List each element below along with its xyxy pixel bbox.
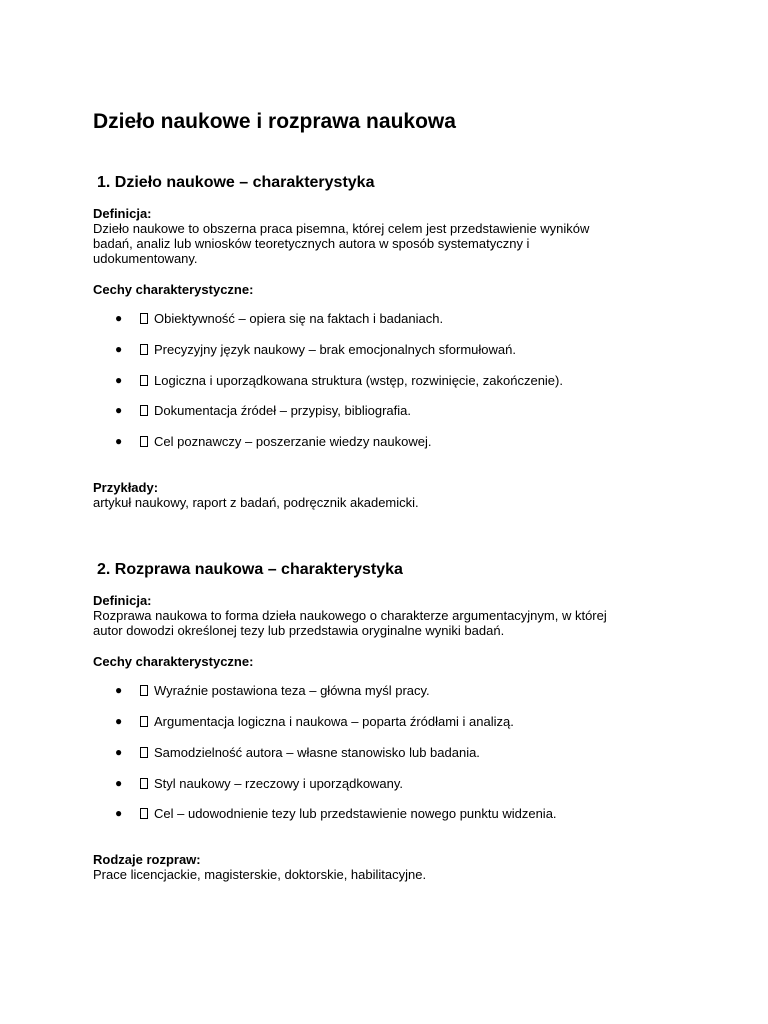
missing-glyph-icon: [140, 685, 148, 696]
document-title: Dzieło naukowe i rozprawa naukowa: [93, 110, 456, 133]
list-item-text: Styl naukowy – rzeczowy i uporządkowany.: [154, 776, 404, 791]
definition-line: autor dowodzi określonej tezy lub przedstawia oryginalne wyniki badań.: [93, 623, 505, 638]
bullet-icon: ●: [115, 311, 123, 325]
bullet-icon: ●: [115, 342, 123, 356]
section-2-definition: [93, 608, 653, 638]
list-item-text: Cel – udowodnienie tezy lub przedstawienie nowego punktu widzenia.: [154, 806, 557, 821]
missing-glyph-icon: [140, 747, 148, 758]
missing-glyph-icon: [140, 375, 148, 386]
list-item-text: Logiczna i uporządkowana struktura (wstęp, rozwinięcie, zakończenie).: [154, 373, 563, 388]
bullet-icon: ●: [115, 683, 123, 697]
definition-line: Rozprawa naukowa to forma dzieła naukowego o charakterze argumentacyjnym, w której: [93, 608, 607, 623]
bullet-icon: ●: [115, 776, 123, 790]
list-item: [115, 311, 443, 326]
section-2-features-label: Cechy charakterystyczne:: [93, 654, 254, 669]
list-item-text: Precyzyjny język naukowy – brak emocjonalnych sformułowań.: [154, 342, 516, 357]
definition-line: Dzieło naukowe to obszerna praca pisemna, której celem jest przedstawienie wyników: [93, 221, 590, 236]
list-item-text: Obiektywność – opiera się na faktach i badaniach.: [154, 311, 444, 326]
section-1-features-label: Cechy charakterystyczne:: [93, 282, 254, 297]
bullet-icon: ●: [115, 714, 123, 728]
missing-glyph-icon: [140, 778, 148, 789]
list-item-text: Wyraźnie postawiona teza – główna myśl pracy.: [154, 683, 430, 698]
section-1-definition-label: Definicja:: [93, 206, 152, 221]
list-item: [115, 434, 431, 449]
list-item-text: Dokumentacja źródeł – przypisy, bibliografia.: [154, 403, 411, 418]
section-1-heading: 1. Dzieło naukowe – charakterystyka: [97, 174, 375, 191]
list-item: [115, 373, 563, 388]
list-item: [115, 745, 480, 760]
list-item-text: Argumentacja logiczna i naukowa – poparta źródłami i analizą.: [154, 714, 514, 729]
section-1-definition: [93, 221, 653, 266]
missing-glyph-icon: [140, 436, 148, 447]
section-2-heading: 2. Rozprawa naukowa – charakterystyka: [97, 561, 403, 578]
missing-glyph-icon: [140, 344, 148, 355]
missing-glyph-icon: [140, 313, 148, 324]
bullet-icon: ●: [115, 373, 123, 387]
list-item: [115, 342, 516, 357]
section-2-types-label: Rodzaje rozpraw:: [93, 852, 201, 867]
list-item: [115, 403, 411, 418]
section-1-examples-label: Przykłady:: [93, 480, 159, 495]
bullet-icon: ●: [115, 434, 123, 448]
list-item: [115, 776, 403, 791]
missing-glyph-icon: [140, 808, 148, 819]
section-2-definition-label: Definicja:: [93, 593, 152, 608]
bullet-icon: ●: [115, 806, 123, 820]
list-item: [115, 714, 514, 729]
examples-text: artykuł naukowy, raport z badań, podręcznik akademicki.: [93, 495, 419, 510]
section-1-examples: [93, 495, 653, 510]
list-item: [115, 806, 557, 821]
definition-line: udokumentowany.: [93, 251, 198, 266]
list-item: [115, 683, 430, 698]
list-item-text: Samodzielność autora – własne stanowisko lub badania.: [154, 745, 480, 760]
missing-glyph-icon: [140, 716, 148, 727]
missing-glyph-icon: [140, 405, 148, 416]
bullet-icon: ●: [115, 403, 123, 417]
types-text: Prace licencjackie, magisterskie, doktorskie, habilitacyjne.: [93, 867, 427, 882]
bullet-icon: ●: [115, 745, 123, 759]
definition-line: badań, analiz lub wniosków teoretycznych autora w sposób systematyczny i: [93, 236, 530, 251]
list-item-text: Cel poznawczy – poszerzanie wiedzy naukowej.: [154, 434, 432, 449]
section-2-types: [93, 867, 653, 882]
